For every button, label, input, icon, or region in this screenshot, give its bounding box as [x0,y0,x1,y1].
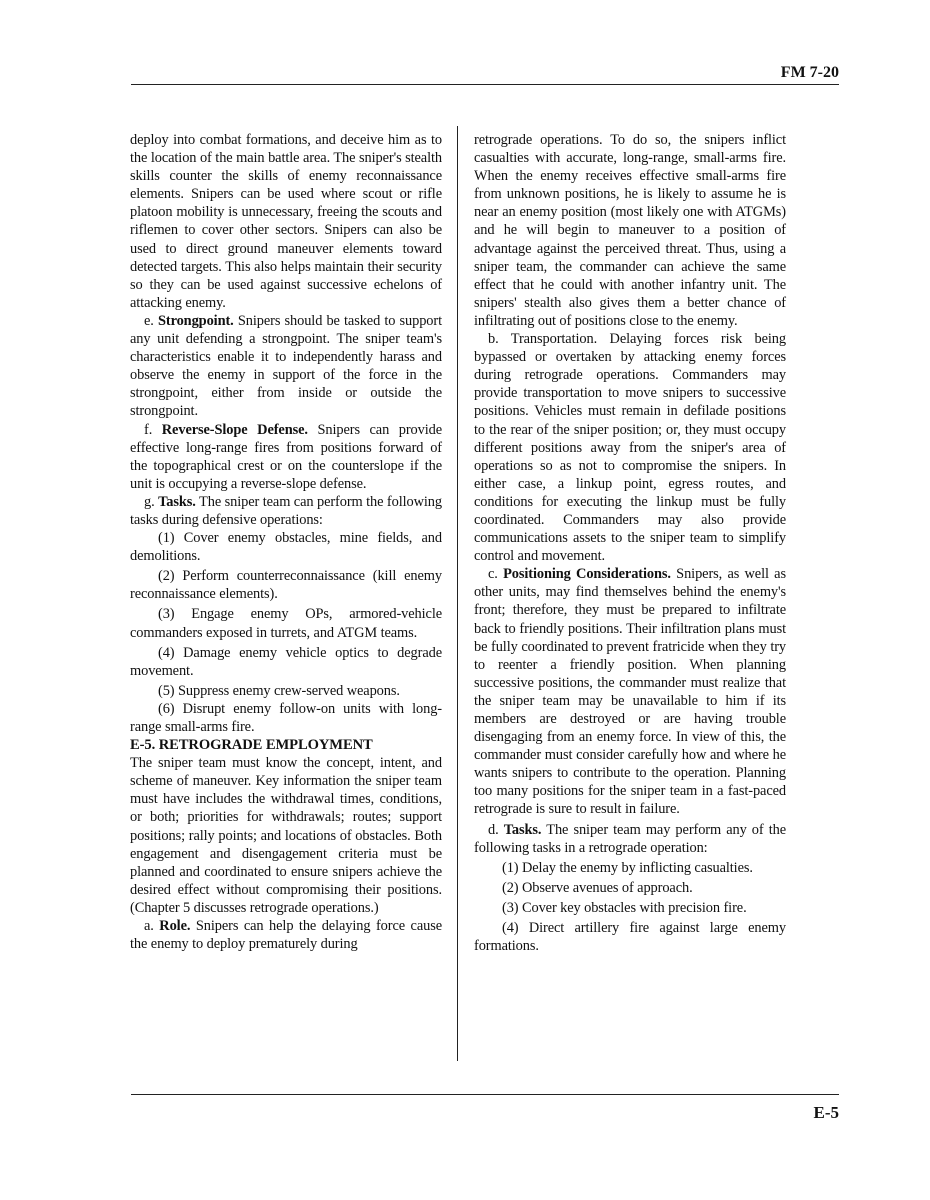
list-item: (2) Perform counterreconnaissance (kill enemy reconnaissance elements). [130,568,442,603]
heading-positioning: Positioning Considerations. [503,566,671,583]
text: Snipers can help the delaying force cause the enemy to deploy prematurely during [130,918,442,953]
label: f. [144,421,162,438]
label: e. [144,312,158,329]
text: The sniper team may perform any of the following tasks in a retrograde operation: [474,821,786,856]
paragraph-positioning [474,565,786,818]
list-item: (4) Direct artillery fire against large enemy formations. [474,920,786,955]
list-item: (4) Damage enemy vehicle optics to degrade movement. [130,644,442,679]
left-column [130,131,442,953]
heading-reverse-slope: Reverse-Slope Defense. [161,421,308,438]
list-item: (3) Cover key obstacles with precision fire. [502,899,747,916]
list-item: (1) Delay the enemy by inflicting casualties. [502,859,753,876]
list-item: (6) Disrupt enemy follow-on units with long-range small-arms fire. [130,700,442,735]
heading-tasks: Tasks. [158,493,196,510]
paragraph-retrograde-tasks [474,821,786,857]
paragraph-transportation: b. Transportation. Delaying forces risk being bypassed or overtaken by attacking enemy forces during retrograde operations. Commanders may provide transportation to move snipers to successive positions. Vehicles must remain in defilade positions to the rear of the sniper position; or, they must occupy different positions away from the sniper's area of operations so as not to compromise the snipers. In either case, a linkup point, egress routes, and conditions for executing the linkup must be fully coordinated. Commanders may also provide communications assets to the sniper team to simplify control and movement. [474,331,786,565]
label: c. [488,566,504,583]
column-divider [457,126,458,1061]
heading-strongpoint: Strongpoint. [157,312,234,329]
paragraph-continuation: retrograde operations. To do so, the snipers inflict casualties with accurate, long-range, small-arms fire. When the enemy receives effective small-arms fire from unknown positions, he is likely to assume he is near an enemy position (most likely one with ATGMs) and he will begin to maneuver to a position of advantage against the perceived threat. Thus, using a sniper team, the commander can achieve the same effect that he could with another infantry unit. The snipers' stealth also gives them a better chance of infiltrating out of positions close to the enemy. [474,132,786,329]
heading-role: Role. [159,918,191,935]
footer-rule [131,1094,839,1095]
list-item: (5) Suppress enemy crew-served weapons. [158,682,400,699]
paragraph-defensive-tasks [130,493,442,529]
label: g. [144,493,159,510]
label: a. [144,918,160,935]
text: Snipers, as well as other units, may find themselves behind the enemy's front; therefore, they must be prepared to infiltrate back to friendly positions. Their infiltration plans must be fully coordinated to prevent fratricide when they try to reenter a friendly position. When planning successive positions, the commander must realize that the sniper team may be unavailable to him if its members are destroyed or are having trouble disengaging from an enemy force. In view of this, the commander must consider carefully how and where he wants snipers to contribute to the operation. Planning too many positions for the sniper team in a fast-paced retrograde is sure to result in failure. [474,566,786,818]
text: The sniper team can perform the following tasks during defensive operations: [130,493,442,528]
list-item: (1) Cover enemy obstacles, mine fields, and demolitions. [130,530,442,565]
label: d. [488,821,504,838]
text: Snipers should be tasked to support any unit defending a strongpoint. The sniper team's characteristics enable it to independently harass and observe the enemy in support of the force in the strongpoint, either from inside or outside the strongpoint. [130,312,442,420]
text: Snipers can provide effective long-range fires from positions forward of the topographical crest or on the counterslope if the unit is occupying a reverse-slope defense. [130,421,442,492]
header-rule [131,84,839,85]
document-id: FM 7-20 [780,64,839,81]
right-column [474,131,786,955]
heading-tasks: Tasks. [503,821,542,838]
page-number: E-5 [813,1103,839,1122]
paragraph-strongpoint [130,312,442,421]
paragraph-retrograde-intro: The sniper team must know the concept, intent, and scheme of maneuver. Key information the sniper team must have includes the withdrawal times, conditions, or both; priorities for withdrawals; routes; support positions; rally points; and locations of obstacles. Both engagement and disengagement criteria must be planned and coordinated to ensure snipers achieve the desired effect without compromising their positions. (Chapter 5 discusses retrograde operations.) [130,755,442,916]
section-title: E-5. RETROGRADE EMPLOYMENT [130,737,373,754]
list-item: (3) Engage enemy OPs, armored-vehicle commanders exposed in turrets, and ATGM teams. [130,606,442,641]
page-header [0,0,930,90]
paragraph-continuation: deploy into combat formations, and deceive him as to the location of the main battle area. The sniper's stealth skills counter the skills of enemy reconnaissance elements. Snipers can be used where scout or rifle platoon mobility is unnecessary, freeing the scouts and riflemen to cover other sectors. Snipers can also be used to direct ground maneuver elements toward detected targets. This also helps maintain their security so they can be used against successive echelons of attacking enemy. [130,132,442,311]
paragraph-reverse-slope [130,421,442,493]
list-item: (2) Observe avenues of approach. [502,879,693,896]
paragraph-role [130,917,442,953]
